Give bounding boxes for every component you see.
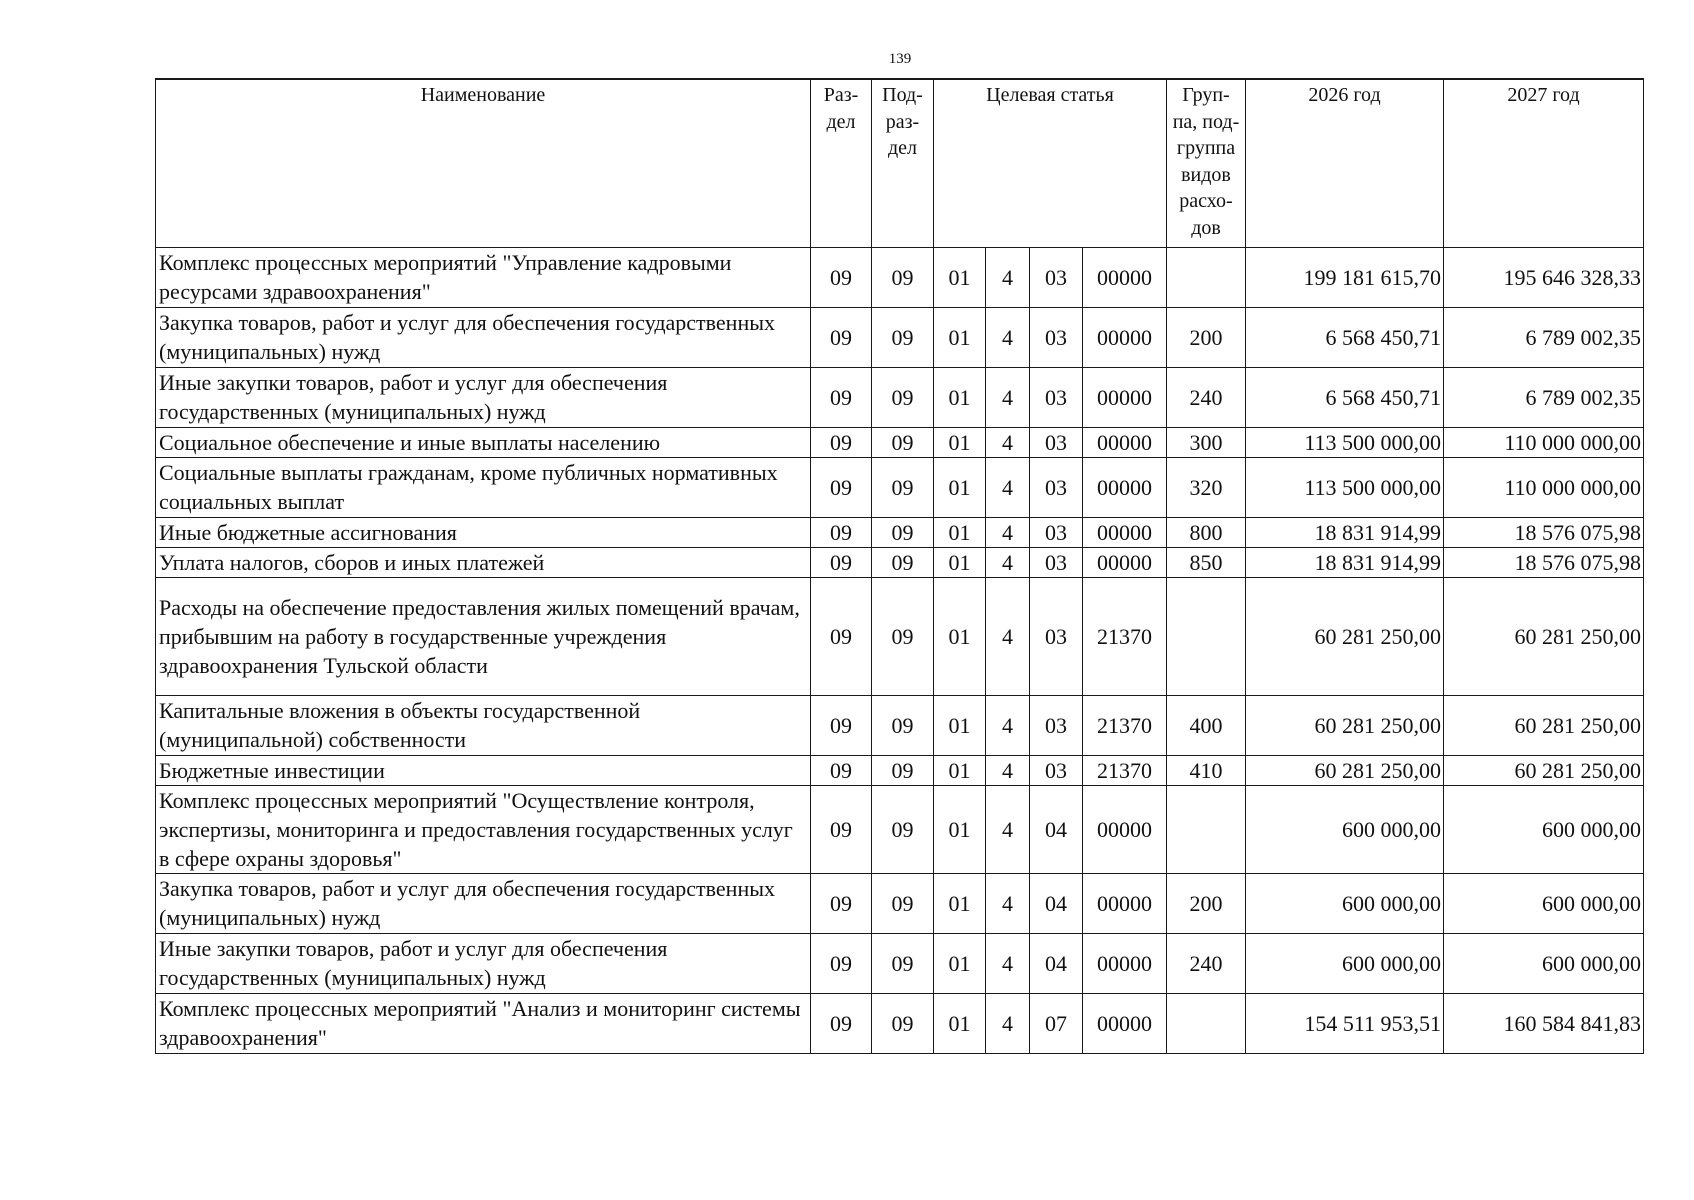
row-name: Иные закупки товаров, работ и услуг для обеспечения государственных (муниципальных) нужд [156,933,811,993]
table-row [156,933,1644,993]
row-amount-2027: 6 789 002,35 [1444,307,1644,367]
row-target-type: 4 [986,427,1030,457]
header-section-label: Раз- дел [823,84,859,133]
row-target-direction: 00000 [1083,993,1167,1053]
header-expense-group-label: Груп- па, под- группа видов расхо- дов [1172,84,1240,239]
row-amount-2027: 600 000,00 [1444,785,1644,873]
row-section: 09 [811,785,872,873]
row-target-program: 01 [934,307,986,367]
row-expense-group: 400 [1167,695,1246,755]
row-amount-2026: 6 568 450,71 [1246,367,1444,427]
row-expense-group: 200 [1167,873,1246,933]
table-row [156,755,1644,785]
row-amount-2026: 600 000,00 [1246,873,1444,933]
header-subsection [872,79,934,247]
row-amount-2027: 60 281 250,00 [1444,695,1644,755]
row-target-complex: 07 [1030,993,1083,1053]
row-name: Иные закупки товаров, работ и услуг для обеспечения государственных (муниципальных) нужд [156,367,811,427]
row-subsection: 09 [872,695,934,755]
header-subsection-label: Под- раз- дел [882,84,923,159]
row-expense-group: 200 [1167,307,1246,367]
row-expense-group [1167,993,1246,1053]
row-target-complex: 03 [1030,547,1083,577]
row-amount-2026: 60 281 250,00 [1246,695,1444,755]
row-target-complex: 03 [1030,307,1083,367]
row-target-direction: 00000 [1083,517,1167,547]
row-amount-2027: 18 576 075,98 [1444,517,1644,547]
row-target-type: 4 [986,993,1030,1053]
row-target-complex: 04 [1030,933,1083,993]
row-name: Комплекс процессных мероприятий "Управление кадровыми ресурсами здравоохранения" [156,247,811,307]
row-subsection: 09 [872,993,934,1053]
row-name: Иные бюджетные ассигнования [156,517,811,547]
row-amount-2027: 18 576 075,98 [1444,547,1644,577]
row-target-direction: 21370 [1083,695,1167,755]
row-expense-group: 410 [1167,755,1246,785]
row-section: 09 [811,457,872,517]
table-row [156,367,1644,427]
row-name: Расходы на обеспечение предоставления жилых помещений врачам, прибывшим на работу в государственные учреждения здравоохранения Тульской области [156,577,811,695]
table-header-row [156,79,1644,247]
row-target-program: 01 [934,457,986,517]
row-amount-2026: 199 181 615,70 [1246,247,1444,307]
row-amount-2026: 60 281 250,00 [1246,577,1444,695]
row-target-direction: 00000 [1083,873,1167,933]
header-section [811,79,872,247]
row-target-program: 01 [934,755,986,785]
row-amount-2027: 195 646 328,33 [1444,247,1644,307]
row-target-type: 4 [986,873,1030,933]
row-section: 09 [811,247,872,307]
table-row [156,457,1644,517]
header-target-article: Целевая статья [934,79,1167,247]
row-target-program: 01 [934,247,986,307]
row-amount-2027: 110 000 000,00 [1444,457,1644,517]
row-expense-group [1167,785,1246,873]
row-target-complex: 03 [1030,427,1083,457]
row-name: Комплекс процессных мероприятий "Анализ и мониторинг системы здравоохранения" [156,993,811,1053]
row-amount-2026: 60 281 250,00 [1246,755,1444,785]
table-row [156,993,1644,1053]
row-target-complex: 03 [1030,517,1083,547]
row-target-program: 01 [934,993,986,1053]
row-target-complex: 03 [1030,247,1083,307]
budget-table [155,78,1644,1054]
row-target-program: 01 [934,547,986,577]
row-amount-2026: 113 500 000,00 [1246,427,1444,457]
table-row [156,785,1644,873]
table-row [156,695,1644,755]
row-section: 09 [811,547,872,577]
row-subsection: 09 [872,577,934,695]
row-target-type: 4 [986,517,1030,547]
header-name: Наименование [156,79,811,247]
row-target-type: 4 [986,695,1030,755]
table-row [156,547,1644,577]
row-target-type: 4 [986,367,1030,427]
row-target-direction: 00000 [1083,427,1167,457]
row-name: Комплекс процессных мероприятий "Осуществление контроля, экспертизы, мониторинга и предоставления государственных услуг в сфере охраны здоровья" [156,785,811,873]
row-target-direction: 00000 [1083,247,1167,307]
row-name: Бюджетные инвестиции [156,755,811,785]
table-row [156,873,1644,933]
row-target-program: 01 [934,517,986,547]
row-target-type: 4 [986,755,1030,785]
page-number: 139 [888,51,912,67]
table-row [156,307,1644,367]
row-amount-2026: 18 831 914,99 [1246,517,1444,547]
row-amount-2026: 600 000,00 [1246,785,1444,873]
row-target-type: 4 [986,933,1030,993]
row-section: 09 [811,755,872,785]
row-target-type: 4 [986,307,1030,367]
row-target-direction: 00000 [1083,307,1167,367]
row-subsection: 09 [872,457,934,517]
row-target-complex: 04 [1030,873,1083,933]
row-amount-2027: 6 789 002,35 [1444,367,1644,427]
row-target-complex: 04 [1030,785,1083,873]
header-year-2027: 2027 год [1444,79,1644,247]
row-subsection: 09 [872,785,934,873]
row-section: 09 [811,307,872,367]
row-target-direction: 00000 [1083,785,1167,873]
row-amount-2027: 60 281 250,00 [1444,755,1644,785]
row-subsection: 09 [872,247,934,307]
row-target-direction: 21370 [1083,577,1167,695]
row-section: 09 [811,933,872,993]
row-expense-group [1167,247,1246,307]
row-section: 09 [811,577,872,695]
row-expense-group: 240 [1167,933,1246,993]
row-amount-2026: 154 511 953,51 [1246,993,1444,1053]
row-amount-2027: 60 281 250,00 [1444,577,1644,695]
row-expense-group: 320 [1167,457,1246,517]
table-row [156,517,1644,547]
row-section: 09 [811,695,872,755]
row-target-direction: 00000 [1083,367,1167,427]
table-row [156,427,1644,457]
row-amount-2026: 113 500 000,00 [1246,457,1444,517]
row-amount-2027: 600 000,00 [1444,933,1644,993]
row-target-complex: 03 [1030,457,1083,517]
row-name: Закупка товаров, работ и услуг для обеспечения государственных (муниципальных) нужд [156,873,811,933]
row-name: Капитальные вложения в объекты государственной (муниципальной) собственности [156,695,811,755]
row-target-program: 01 [934,873,986,933]
row-target-type: 4 [986,547,1030,577]
row-section: 09 [811,427,872,457]
row-subsection: 09 [872,427,934,457]
row-amount-2027: 600 000,00 [1444,873,1644,933]
row-target-program: 01 [934,933,986,993]
row-expense-group: 240 [1167,367,1246,427]
row-target-complex: 03 [1030,695,1083,755]
row-subsection: 09 [872,547,934,577]
row-expense-group: 800 [1167,517,1246,547]
row-target-type: 4 [986,247,1030,307]
table-body [156,247,1644,1053]
row-target-program: 01 [934,367,986,427]
row-section: 09 [811,517,872,547]
row-target-type: 4 [986,457,1030,517]
row-amount-2026: 6 568 450,71 [1246,307,1444,367]
row-name: Социальное обеспечение и иные выплаты населению [156,427,811,457]
row-subsection: 09 [872,367,934,427]
row-target-complex: 03 [1030,755,1083,785]
row-subsection: 09 [872,873,934,933]
row-amount-2026: 600 000,00 [1246,933,1444,993]
row-expense-group: 850 [1167,547,1246,577]
row-target-program: 01 [934,427,986,457]
row-subsection: 09 [872,307,934,367]
row-amount-2026: 18 831 914,99 [1246,547,1444,577]
row-target-complex: 03 [1030,577,1083,695]
row-target-direction: 00000 [1083,547,1167,577]
row-expense-group [1167,577,1246,695]
row-amount-2027: 110 000 000,00 [1444,427,1644,457]
row-name: Закупка товаров, работ и услуг для обеспечения государственных (муниципальных) нужд [156,307,811,367]
row-subsection: 09 [872,755,934,785]
row-name: Социальные выплаты гражданам, кроме публичных нормативных социальных выплат [156,457,811,517]
header-year-2026: 2026 год [1246,79,1444,247]
row-section: 09 [811,873,872,933]
row-target-type: 4 [986,785,1030,873]
row-target-program: 01 [934,785,986,873]
row-name: Уплата налогов, сборов и иных платежей [156,547,811,577]
table-row [156,577,1644,695]
row-section: 09 [811,367,872,427]
row-section: 09 [811,993,872,1053]
table-row [156,247,1644,307]
row-subsection: 09 [872,933,934,993]
row-subsection: 09 [872,517,934,547]
row-amount-2027: 160 584 841,83 [1444,993,1644,1053]
row-target-direction: 00000 [1083,457,1167,517]
row-target-type: 4 [986,577,1030,695]
row-target-program: 01 [934,577,986,695]
row-expense-group: 300 [1167,427,1246,457]
row-target-direction: 21370 [1083,755,1167,785]
row-target-complex: 03 [1030,367,1083,427]
row-target-program: 01 [934,695,986,755]
row-target-direction: 00000 [1083,933,1167,993]
header-expense-group [1167,79,1246,247]
